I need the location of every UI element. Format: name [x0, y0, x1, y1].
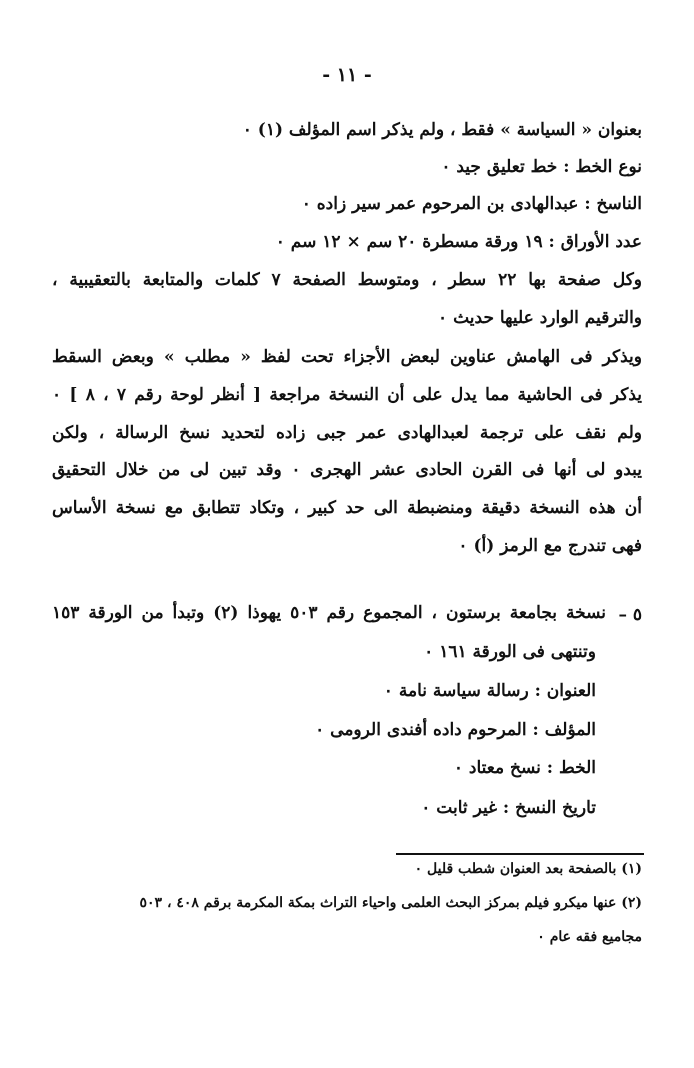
section-line: تاريخ النسخ : غير ثابت ٠: [421, 798, 596, 818]
footnote: (١) بالصفحة بعد العنوان شطب قليل ٠: [414, 861, 642, 877]
section-line: الخط : نسخ معتاد ٠: [453, 758, 596, 778]
body-line: الناسخ : عبدالهادى بن المرحوم عمر سير زاده ٠: [301, 194, 642, 214]
section-number: ٥ –: [618, 605, 642, 625]
footnote: مجاميع فقه عام ٠: [537, 929, 642, 945]
section-line: المؤلف : المرحوم داده أفندى الرومى ٠: [315, 720, 596, 740]
body-line: بعنوان « السياسة » فقط ، ولم يذكر اسم المؤلف (١) ٠: [242, 120, 642, 140]
body-line: يذكر فى الحاشية مما يدل على أن النسخة مراجعة [ أنظر لوحة رقم ٧ ، ٨ ] ٠: [52, 385, 642, 405]
body-line: والترقيم الوارد عليها حديث ٠: [438, 308, 642, 328]
section-line: العنوان : رسالة سياسة نامة ٠: [383, 681, 596, 701]
section-line: وتنتهى فى الورقة ١٦١ ٠: [424, 642, 596, 662]
footnote-divider: [396, 853, 644, 855]
page-number: - ١١ -: [322, 64, 372, 86]
body-line: يبدو لى أنها فى القرن الحادى عشر الهجرى ٠ وقد تبين لى من خلال التحقيق: [52, 460, 643, 480]
footnote: (٢) عنها ميكرو فيلم بمركز البحث العلمى واحياء التراث بمكة المكرمة برقم ٤٠٨ ، ٥٠٣: [139, 895, 642, 911]
body-line: ولم نقف على ترجمة لعبدالهادى عمر جبى زاده لتحديد نسخ الرسالة ، ولكن: [52, 423, 642, 443]
body-line: فهى تندرج مع الرمز (أ) ٠: [458, 536, 642, 556]
body-line: أن هذه النسخة دقيقة ومنضبطة الى حد كبير ، وتكاد تتطابق مع نسخة الأساس: [52, 498, 642, 518]
body-line: عدد الأوراق : ١٩ ورقة مسطرة ٢٠ سم × ١٢ سم ٠: [275, 232, 642, 252]
body-line: ويذكر فى الهامش عناوين لبعض الأجزاء تحت لفظ « مطلب » وبعض السقط: [52, 347, 642, 367]
section-line: نسخة بجامعة برستون ، المجموع رقم ٥٠٣ يهوذا (٢) وتبدأ من الورقة ١٥٣: [52, 603, 607, 623]
body-line: وكل صفحة بها ٢٢ سطر ، ومتوسط الصفحة ٧ كلمات والمتابعة بالتعقيبية ،: [52, 270, 642, 290]
body-line: نوع الخط : خط تعليق جيد ٠: [441, 157, 642, 177]
